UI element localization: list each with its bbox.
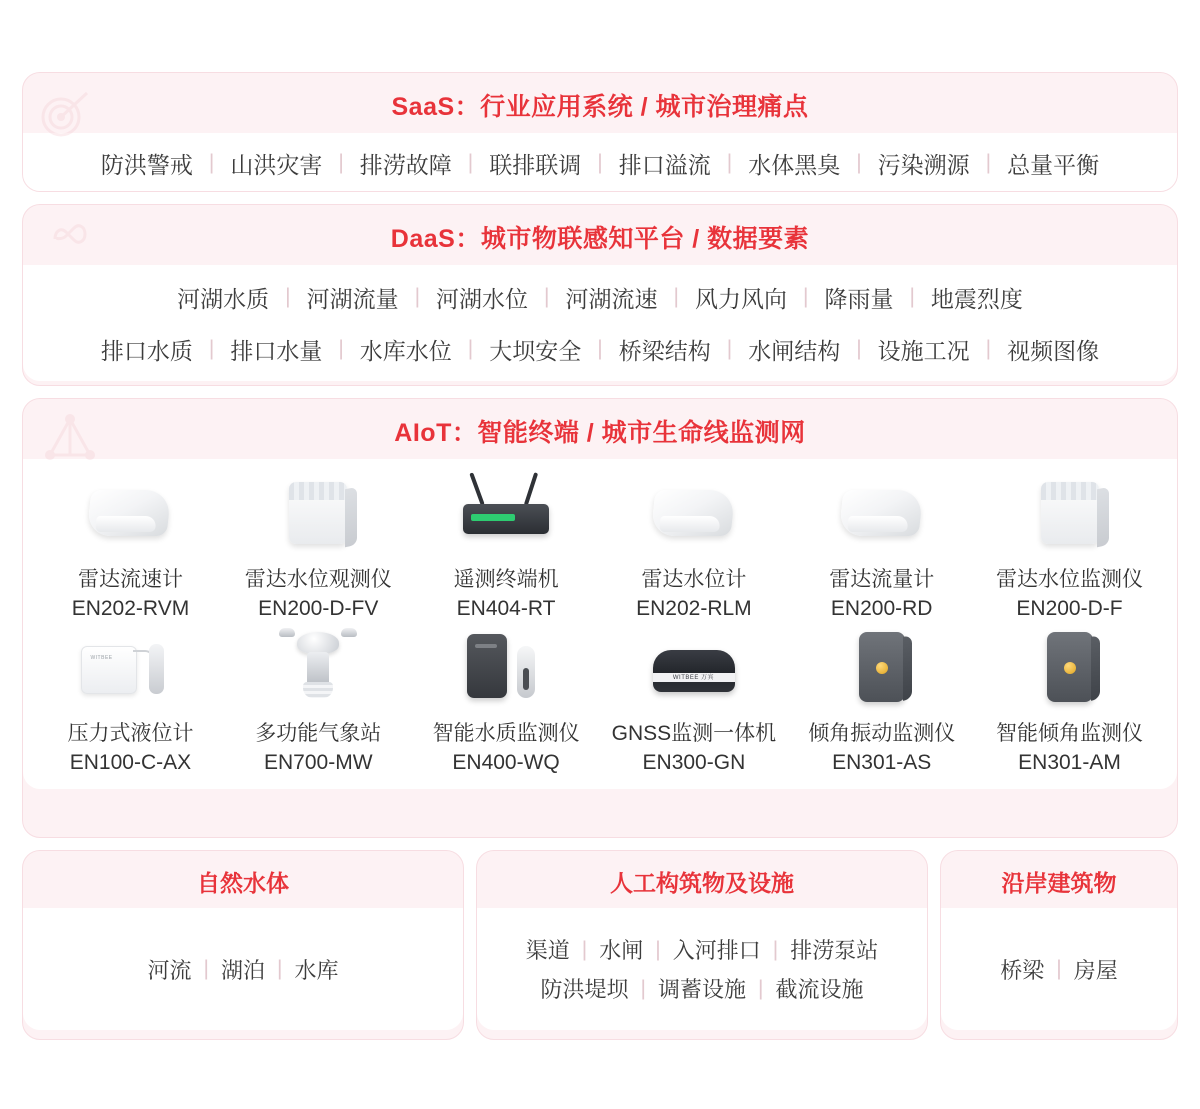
chip-divider: | xyxy=(802,285,809,308)
radar-flow-sensor-icon xyxy=(790,467,973,559)
natural-water-body-body xyxy=(23,908,463,1030)
saas-chip[interactable]: 水体黑臭 xyxy=(748,151,841,178)
daas-chip[interactable]: 地震烈度 xyxy=(930,285,1023,312)
daas-chip[interactable]: 河湖水质 xyxy=(177,285,270,312)
saas-chip[interactable]: 山洪灾害 xyxy=(230,151,323,178)
riverside-building-body xyxy=(941,908,1177,1030)
daas-chip[interactable]: 桥梁结构 xyxy=(618,337,711,364)
riverside-building-card xyxy=(940,850,1178,1040)
artificial-structure-body xyxy=(477,908,927,1030)
aiot-device-row-2 xyxy=(37,621,1163,775)
device-model: EN301-AM xyxy=(1018,751,1121,774)
daas-chip-row-2 xyxy=(23,323,1177,375)
daas-chip[interactable]: 排口水质 xyxy=(100,337,193,364)
chip-divider: | xyxy=(338,151,344,174)
daas-chip[interactable]: 水闸结构 xyxy=(748,337,841,364)
chip-row xyxy=(514,930,890,969)
device-model: EN404-RT xyxy=(456,597,556,620)
chip-divider: | xyxy=(285,285,291,308)
weather-station-icon xyxy=(227,621,410,713)
saas-chip[interactable]: 污染溯源 xyxy=(877,151,970,178)
device-card[interactable] xyxy=(413,621,600,775)
daas-chip[interactable]: 水库水位 xyxy=(359,337,452,364)
chip-row xyxy=(988,950,1130,989)
network-node-icon xyxy=(41,411,99,472)
chip-divider: | xyxy=(655,937,661,961)
object-chip[interactable]: 桥梁 xyxy=(1000,957,1045,983)
chip-divider: | xyxy=(203,957,209,980)
chip-divider: | xyxy=(640,976,646,1000)
chip-divider: | xyxy=(597,337,603,360)
radar-level-sensor-icon xyxy=(602,467,785,559)
aiot-device-grid xyxy=(23,459,1177,789)
saas-chip-row xyxy=(23,133,1177,192)
rtu-router-icon xyxy=(415,467,598,559)
daas-chip[interactable]: 降雨量 xyxy=(824,285,894,312)
chip-divider: | xyxy=(414,285,421,308)
chip-divider: | xyxy=(758,976,764,1000)
device-name: 多功能气象站 xyxy=(255,722,382,745)
chip-divider: | xyxy=(338,337,344,360)
chip-divider: | xyxy=(597,151,603,174)
daas-chip[interactable]: 设施工况 xyxy=(877,337,970,364)
device-model: EN202-RLM xyxy=(636,597,752,620)
radar-icon xyxy=(41,85,93,142)
device-name: 倾角振动监测仪 xyxy=(808,722,956,745)
aiot-device-row-1 xyxy=(37,467,1163,621)
device-model: EN200-D-F xyxy=(1016,597,1123,620)
saas-chip[interactable]: 防洪警戒 xyxy=(100,151,193,178)
device-card[interactable] xyxy=(788,621,975,775)
device-name: 雷达流速计 xyxy=(77,568,183,591)
infinity-icon xyxy=(41,217,97,266)
object-chip[interactable]: 河流 xyxy=(147,957,192,983)
device-name: 雷达水位监测仪 xyxy=(996,568,1144,591)
device-model: EN700-MW xyxy=(264,751,373,774)
object-chip[interactable]: 水库 xyxy=(294,957,339,983)
natural-water-body-title: 自然水体 xyxy=(197,870,289,896)
daas-chip[interactable]: 河湖流速 xyxy=(565,285,658,312)
radar-level-box-icon xyxy=(978,467,1161,559)
radar-velocity-sensor-icon xyxy=(39,467,222,559)
device-card[interactable] xyxy=(37,621,224,775)
riverside-building-title: 沿岸建筑物 xyxy=(1001,870,1117,896)
device-model: EN200-RD xyxy=(830,597,933,620)
object-chip[interactable]: 截流设施 xyxy=(775,977,864,1002)
chip-divider: | xyxy=(467,151,474,174)
chip-divider: | xyxy=(544,285,550,308)
object-chip[interactable]: 排涝泵站 xyxy=(790,938,879,963)
device-model: EN300-GN xyxy=(642,751,746,774)
chip-divider: | xyxy=(726,337,733,360)
saas-layer-card xyxy=(22,72,1178,192)
chip-divider: | xyxy=(277,957,283,980)
chip-divider: | xyxy=(208,151,215,174)
chip-divider: | xyxy=(726,151,733,174)
natural-water-body-card xyxy=(22,850,464,1040)
artificial-structure-title: 人工构筑物及设施 xyxy=(610,870,794,896)
chip-divider: | xyxy=(985,337,992,360)
object-chip[interactable]: 房屋 xyxy=(1073,957,1118,983)
device-model: EN301-AS xyxy=(832,751,932,774)
daas-chip[interactable]: 视频图像 xyxy=(1007,337,1100,364)
daas-chip[interactable]: 河湖水位 xyxy=(436,285,529,312)
device-card[interactable] xyxy=(225,621,412,775)
device-model: EN200-D-FV xyxy=(258,597,379,620)
device-card[interactable] xyxy=(600,621,787,775)
chip-divider: | xyxy=(208,337,215,360)
saas-body xyxy=(23,133,1177,192)
radar-level-box-icon xyxy=(227,467,410,559)
device-card[interactable] xyxy=(37,467,224,621)
saas-chip[interactable]: 联排联调 xyxy=(489,151,582,178)
pressure-level-gauge-icon: WITBEE xyxy=(39,621,222,713)
water-quality-analyzer-icon xyxy=(415,621,598,713)
device-name: 智能水质监测仪 xyxy=(432,722,580,745)
tilt-vibration-sensor-icon xyxy=(790,621,973,713)
daas-layer-card xyxy=(22,204,1178,386)
device-card[interactable] xyxy=(976,467,1163,621)
device-name: 遥测终端机 xyxy=(453,568,559,591)
device-model: EN202-RVM xyxy=(71,597,190,620)
daas-chip[interactable]: 河湖流量 xyxy=(306,285,399,312)
tilt-sensor-icon xyxy=(978,621,1161,713)
aiot-title: AIoT：智能终端 / 城市生命线监测网 xyxy=(394,419,806,447)
device-name: 雷达流量计 xyxy=(829,568,935,591)
chip-row xyxy=(529,969,876,1008)
device-card[interactable] xyxy=(788,467,975,621)
object-chip[interactable]: 湖泊 xyxy=(220,957,265,983)
daas-title: DaaS：城市物联感知平台 / 数据要素 xyxy=(390,225,810,253)
device-name: GNSS监测一体机 xyxy=(611,722,777,745)
chip-divider: | xyxy=(467,337,474,360)
saas-chip[interactable]: 排涝故障 xyxy=(359,151,452,178)
aiot-layer-card xyxy=(22,398,1178,838)
device-card[interactable] xyxy=(413,467,600,621)
device-model: EN100-C-AX xyxy=(69,751,192,774)
chip-divider: | xyxy=(1056,957,1062,980)
object-chip[interactable]: 水闸 xyxy=(599,938,644,963)
object-chip[interactable]: 调蓄设施 xyxy=(657,977,746,1002)
device-card[interactable] xyxy=(976,621,1163,775)
device-name: 智能倾角监测仪 xyxy=(996,722,1144,745)
daas-chip[interactable]: 风力风向 xyxy=(694,285,787,312)
artificial-structure-card xyxy=(476,850,928,1040)
device-card[interactable] xyxy=(225,467,412,621)
device-card[interactable] xyxy=(600,467,787,621)
chip-row xyxy=(136,950,351,989)
device-name: 雷达水位计 xyxy=(641,568,747,591)
chip-divider: | xyxy=(772,937,779,961)
chip-divider: | xyxy=(856,151,862,174)
chip-divider: | xyxy=(581,937,588,961)
daas-chip[interactable]: 大坝安全 xyxy=(489,337,582,364)
object-chip[interactable]: 防洪堤坝 xyxy=(540,977,629,1002)
object-chip[interactable]: 入河排口 xyxy=(672,938,761,963)
device-name: 压力式液位计 xyxy=(67,722,194,745)
gnss-dome-icon: WITBEE 万宾 xyxy=(602,621,785,713)
saas-title: SaaS：行业应用系统 / 城市治理痛点 xyxy=(391,93,809,121)
chip-divider: | xyxy=(856,337,862,360)
chip-divider: | xyxy=(985,151,992,174)
saas-chip[interactable]: 排口溢流 xyxy=(618,151,711,178)
object-layer-row xyxy=(22,850,1178,1040)
chip-divider: | xyxy=(909,285,915,308)
daas-chip[interactable]: 排口水量 xyxy=(230,337,323,364)
saas-chip[interactable]: 总量平衡 xyxy=(1007,151,1100,178)
daas-chip-row-1 xyxy=(23,271,1177,323)
daas-body xyxy=(23,265,1177,381)
chip-divider: | xyxy=(673,285,679,308)
device-name: 雷达水位观测仪 xyxy=(244,568,392,591)
device-model: EN400-WQ xyxy=(452,751,560,774)
object-chip[interactable]: 渠道 xyxy=(525,938,570,963)
